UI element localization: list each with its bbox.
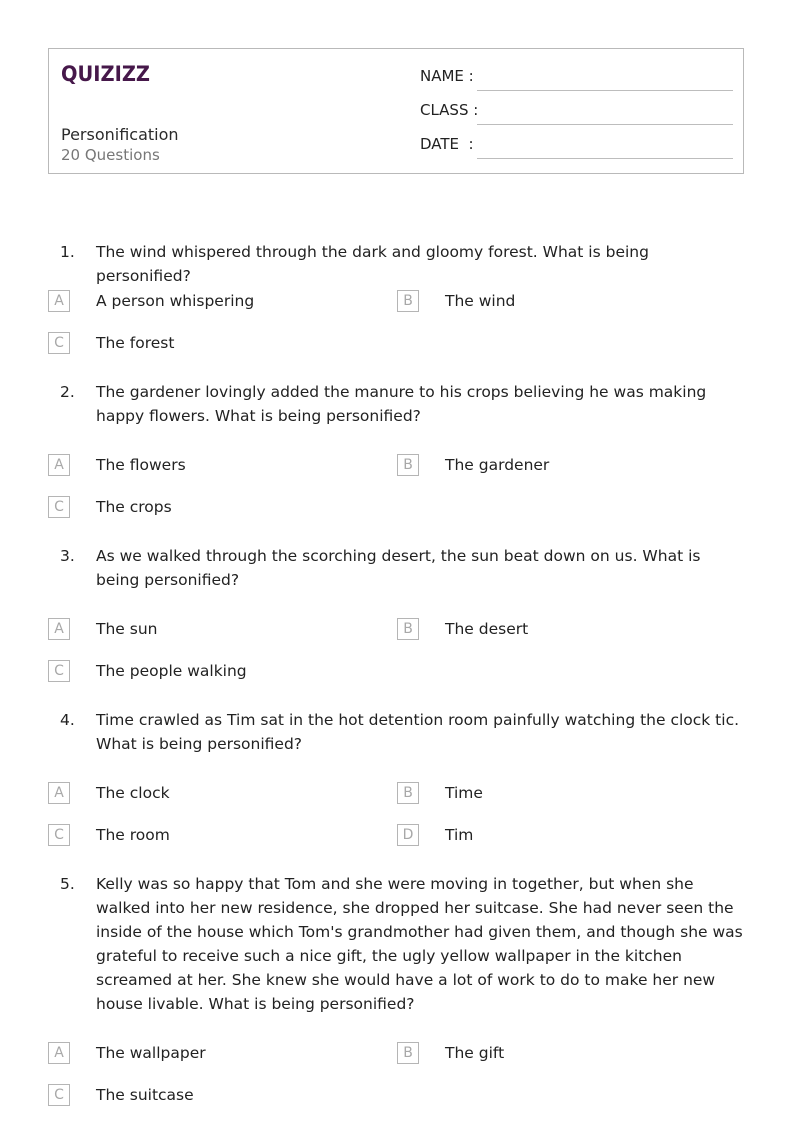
option-text: The wind: [445, 292, 516, 310]
date-label: DATE :: [420, 135, 474, 153]
option-letter-box: C: [48, 660, 70, 682]
option-text: The forest: [96, 334, 175, 352]
option-text: The clock: [96, 784, 170, 802]
option-text: The wallpaper: [96, 1044, 206, 1062]
option-letter-box: A: [48, 290, 70, 312]
worksheet-title: Personification: [61, 125, 179, 144]
quizizz-logo: [61, 59, 153, 87]
question-text: The gardener lovingly added the manure to his crops believing he was making happy flowers. What is being personified?: [96, 383, 707, 425]
option-letter-box: A: [48, 1042, 70, 1064]
option-letter-box: A: [48, 454, 70, 476]
option-text: The people walking: [96, 662, 247, 680]
question-text: As we walked through the scorching desert, the sun beat down on us. What is being personified?: [96, 547, 701, 589]
question-number: 4.: [60, 711, 75, 729]
question-count: 20 Questions: [61, 146, 160, 164]
option-text: A person whispering: [96, 292, 255, 310]
question-number: 5.: [60, 875, 75, 893]
class-line: [477, 124, 733, 125]
option-letter-box: B: [397, 1042, 419, 1064]
option-text: Tim: [445, 826, 474, 844]
option-text: The flowers: [96, 456, 186, 474]
option-letter-box: A: [48, 618, 70, 640]
option-text: The desert: [445, 620, 529, 638]
question-number: 1.: [60, 243, 75, 261]
question-text: Kelly was so happy that Tom and she were moving in together, but when she walked into her new residence, she dropped her suitcase. She had never seen the inside of the house which Tom's grandmother had given them, and though she was grateful to receive such a nice gift, the ugly yellow wallpaper in the kitchen screamed at her. She knew she would have a lot of work to do to make her new house livable. What is being personified?: [96, 875, 743, 1013]
option-text: The gift: [445, 1044, 505, 1062]
date-line: [477, 158, 733, 159]
question-number: 3.: [60, 547, 75, 565]
option-letter-box: C: [48, 824, 70, 846]
worksheet-header: [48, 48, 744, 174]
brand-wordmark: QUIZIZZ: [61, 62, 150, 86]
name-label: NAME :: [420, 67, 474, 85]
option-letter-box: C: [48, 1084, 70, 1106]
option-text: Time: [445, 784, 483, 802]
question-text: The wind whispered through the dark and gloomy forest. What is being personified?: [96, 243, 649, 285]
class-field: [420, 101, 733, 125]
option-letter-box: B: [397, 782, 419, 804]
name-line: [477, 90, 733, 91]
option-text: The suitcase: [96, 1086, 194, 1104]
question-number: 2.: [60, 383, 75, 401]
option-letter-box: C: [48, 332, 70, 354]
date-field: [420, 135, 733, 159]
option-letter-box: B: [397, 290, 419, 312]
option-text: The sun: [96, 620, 158, 638]
option-text: The room: [96, 826, 170, 844]
option-letter-box: B: [397, 454, 419, 476]
option-letter-box: A: [48, 782, 70, 804]
name-field: [420, 67, 733, 91]
option-letter-box: B: [397, 618, 419, 640]
option-text: The crops: [96, 498, 172, 516]
class-label: CLASS :: [420, 101, 479, 119]
option-letter-box: C: [48, 496, 70, 518]
option-letter-box: D: [397, 824, 419, 846]
question-text: Time crawled as Tim sat in the hot detention room painfully watching the clock tic. What is being personified?: [96, 711, 740, 753]
option-text: The gardener: [445, 456, 550, 474]
